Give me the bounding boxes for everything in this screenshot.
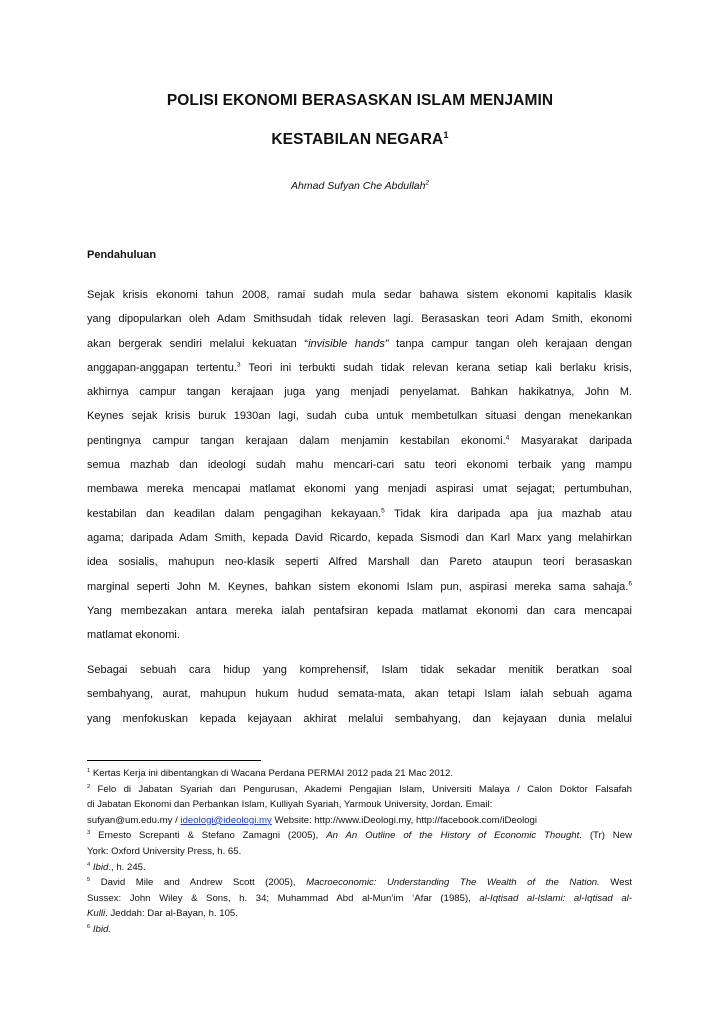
footnote-italic: Kulli: [87, 908, 106, 920]
footnote-5-cont: [87, 906, 632, 922]
p1-text: anggapan-anggapan tertentu.: [87, 361, 237, 374]
footnote-number: 6: [87, 923, 91, 930]
author-name: Ahmad Sufyan Che Abdullah: [291, 180, 426, 192]
footnote-separator: [87, 760, 261, 761]
footnote-4: [87, 860, 632, 876]
footnote-5-cont: [87, 891, 632, 907]
footnote-3-cont: [87, 844, 632, 860]
author-line: [90, 180, 630, 192]
footnote-text: Website: http://www.iDeologi.my, http://facebook.com/iDeologi: [271, 814, 538, 826]
author-footnote-ref[interactable]: 2: [425, 179, 429, 187]
title-footnote-ref[interactable]: 1: [443, 129, 449, 140]
p1-line: matlamat ekonomi.: [87, 629, 180, 642]
footnote-ref-4[interactable]: 4: [505, 434, 510, 442]
p1-line: [87, 506, 632, 530]
footnote-italic: Ibid: [90, 861, 109, 873]
footnote-text: sufyan@um.edu.my /: [87, 814, 181, 826]
p1-line: idea sosialis, mahupun neo-klasik seperti Alfred Marshall dan Pareto ataupun teori berasaskan: [87, 556, 632, 569]
title-line-2: [60, 131, 660, 149]
footnote-ref-3[interactable]: 3: [236, 361, 241, 369]
footnote-text: Sussex: John Wiley & Sons, h. 34; Muhammad Abd al-Mun’im ‘Afar (1985),: [87, 892, 480, 904]
p1-line: Keynes sejak krisis buruk 1930an lagi, sudah cuba untuk membetulkan situasi dengan menekankan: [87, 410, 632, 423]
p1-text: kestabilan dan keadilan dalam pengagihan kekayaan.: [87, 507, 382, 520]
footnote-italic: Macroeconomic: Understanding The Wealth of the Nation.: [306, 877, 600, 889]
p1-line: agama; daripada Adam Smith, kepada David Ricardo, kepada Sismodi dan Karl Marx yang melahirkan: [87, 531, 632, 544]
p1-text: Teori ini terbukti sudah tidak relevan kerana setiap kali berlaku krisis,: [240, 361, 632, 374]
p1-text: akan bergerak sendiri melalui kekuatan “: [87, 337, 309, 350]
footnote-text: Kertas Kerja ini dibentangkan di Wacana Perdana PERMAI 2012 pada 21 Mac 2012.: [90, 768, 454, 779]
p1-line: [87, 433, 632, 457]
email-link[interactable]: ideologi@ideologi.my: [180, 814, 272, 826]
p1-italic-text: invisible hands”: [308, 337, 389, 350]
footnote-3: [87, 828, 632, 844]
footnote-italic: An An Outline of the History of Economic Thought: [326, 830, 580, 842]
p1-text: Masyarakat daripada: [509, 434, 633, 447]
footnote-2-cont: [87, 797, 632, 813]
p1-line: yang dipopularkan oleh Adam Smithsudah tidak releven lagi. Berasaskan teori Adam Smith, ekonomi: [87, 313, 632, 326]
footnote-text: . (Tr) New: [579, 830, 632, 842]
footnote-5: [87, 875, 632, 891]
footnote-number: 5: [87, 876, 91, 883]
p2-line: sembahyang, aurat, mahupun hukum hudud semata-mata, akan tetapi Islam ialah sebuah agama: [87, 688, 632, 701]
paragraph-2: [87, 662, 632, 735]
p1-line: [87, 579, 632, 603]
title-text-1: POLISI EKONOMI BERASASKAN ISLAM MENJAMIN: [166, 92, 554, 109]
p1-text: marginal seperti John M. Keynes, bahkan sistem ekonomi Islam pun, aspirasi mereka sama sahaja.: [87, 580, 629, 593]
footnote-ref-6[interactable]: 6: [628, 579, 632, 587]
footnote-italic: Ibid.: [90, 923, 112, 935]
footnote-text: di Jabatan Ekonomi dan Perbankan Islam, Kulliyah Syariah, Yarmouk University, Jordan. Email:: [87, 799, 493, 811]
footnote-number: 4: [87, 861, 91, 868]
footnote-ref-5[interactable]: 5: [381, 507, 385, 515]
footnote-number: 2: [87, 783, 91, 790]
title-text-2: KESTABILAN NEGARA: [271, 131, 444, 148]
footnotes: [87, 766, 632, 938]
footnote-2-cont: [87, 813, 632, 829]
footnote-text: West: [599, 877, 632, 889]
footnote-text: David Mile and Andrew Scott (2005),: [90, 877, 307, 889]
section-heading: Pendahuluan: [87, 249, 157, 261]
title-line-1: [60, 92, 660, 110]
footnote-number: 3: [87, 830, 91, 837]
p1-line: membawa mereka mencapai matlamat ekonomi yang menjadi aspirasi umat sejagat; pertumbuhan,: [87, 483, 632, 496]
p1-text: pentingnya campur tangan kerajaan dalam menjamin kestabilan ekonomi.: [87, 434, 506, 447]
p2-line: Sebagai sebuah cara hidup yang komprehensif, Islam tidak sekadar menitik beratkan soal: [87, 664, 632, 676]
footnote-text: Ernesto Screpanti & Stefano Zamagni (2005),: [90, 830, 327, 842]
p1-line: akhirnya campur tangan kerajaan juga yang menjadi penyelamat. Bahkan hakikatnya, John M.: [87, 386, 632, 399]
footnote-text: ., h. 245.: [108, 861, 146, 873]
p1-text: tanpa campur tangan oleh kerajaan dengan: [388, 337, 633, 350]
p1-line: Yang membezakan antara mereka ialah pentafsiran kepada matlamat ekonomi dan cara mencapai: [87, 604, 632, 617]
footnote-2: [87, 782, 632, 798]
footnote-6: [87, 922, 632, 938]
footnote-number: 1: [87, 767, 91, 774]
p1-line: [87, 336, 632, 360]
footnote-text: . Jeddah: Dar al-Bayan, h. 105.: [105, 908, 238, 920]
p1-text: Tidak kira daripada apa jua mazhab atau: [384, 507, 632, 520]
p1-line: semua mazhab dan ideologi sudah mahu mencari-cari satu teori ekonomi terbaik yang mampu: [87, 459, 632, 472]
p2-line: yang menfokuskan kepada kejayaan akhirat melalui sembahyang, dan kejayaan dunia melalui: [87, 712, 632, 725]
paragraph-1: [87, 287, 632, 651]
footnote-1: [87, 766, 632, 782]
p1-line: Sejak krisis ekonomi tahun 2008, ramai sudah mula sedar bahawa sistem ekonomi kapitalis klasik: [87, 289, 632, 301]
footnote-italic: al-Iqtisad al-Islami: al-Iqtisad al-: [479, 892, 632, 904]
footnote-text: York: Oxford University Press, h. 65.: [87, 845, 242, 857]
footnote-text: Felo di Jabatan Syariah dan Pengurusan, Akademi Pengajian Islam, Universiti Malaya / Calon Doktor Falsafah: [90, 783, 632, 795]
p1-line: [87, 360, 632, 384]
